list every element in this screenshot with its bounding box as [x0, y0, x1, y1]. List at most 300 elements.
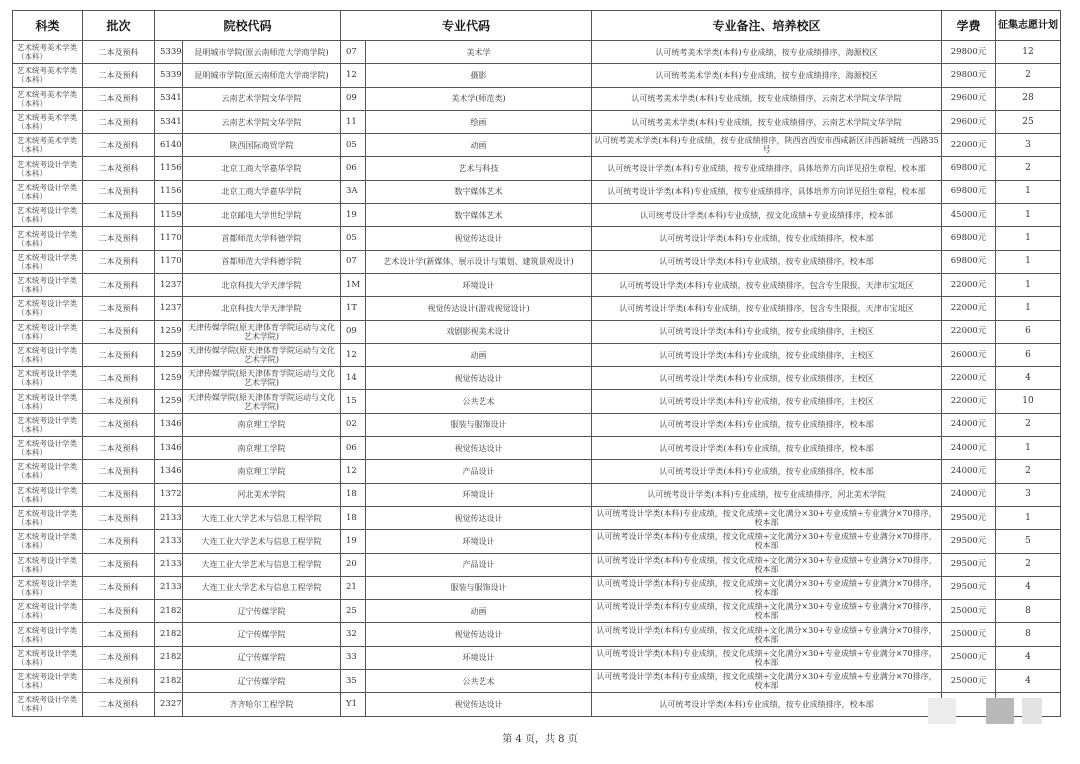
batch-cell: 二本及预科	[83, 390, 155, 413]
school-code-cell: 1156	[155, 180, 183, 203]
major-code-cell: 05	[341, 227, 366, 250]
major-name-cell: 动画	[366, 600, 592, 623]
remark-cell: 认可统考设计学类(本科)专业成绩，按文化成绩÷文化满分×30+专业成绩÷专业满分×70排序，校本部	[592, 600, 942, 623]
major-name-cell: 绘画	[366, 110, 592, 133]
batch-cell: 二本及预科	[83, 64, 155, 87]
school-code-cell: 5341	[155, 110, 183, 133]
table-row	[13, 110, 1061, 133]
major-code-cell: 1M	[341, 273, 366, 296]
category-cell: 艺术统考设计学类（本科）	[13, 670, 83, 693]
batch-cell: 二本及预科	[83, 460, 155, 483]
remark-cell: 认可统考设计学类(本科)专业成绩，按专业成绩排序，校本部	[592, 693, 942, 716]
tuition-cell: 45000元	[942, 204, 996, 227]
batch-cell: 二本及预科	[83, 110, 155, 133]
header-category: 科类	[13, 11, 83, 41]
school-name-cell: 首都师范大学科德学院	[183, 250, 341, 273]
remark-cell: 认可统考设计学类(本科)专业成绩，按文化成绩÷文化满分×30+专业成绩÷专业满分×70排序，校本部	[592, 646, 942, 669]
school-code-cell: 1237	[155, 297, 183, 320]
school-name-cell: 大连工业大学艺术与信息工程学院	[183, 576, 341, 599]
plan-cell: 2	[996, 553, 1061, 576]
school-code-cell: 5341	[155, 87, 183, 110]
header-batch: 批次	[83, 11, 155, 41]
school-code-cell: 1159	[155, 204, 183, 227]
major-name-cell: 环境设计	[366, 483, 592, 506]
major-code-cell: 12	[341, 343, 366, 366]
major-code-cell: 07	[341, 250, 366, 273]
major-code-cell: 06	[341, 157, 366, 180]
table-row	[13, 134, 1061, 157]
category-cell: 艺术统考设计学类（本科）	[13, 227, 83, 250]
school-name-cell: 北京工商大学嘉华学院	[183, 157, 341, 180]
remark-cell: 认可统考设计学类(本科)专业成绩，按文化成绩÷文化满分×30+专业成绩÷专业满分×70排序，校本部	[592, 623, 942, 646]
table-row	[13, 64, 1061, 87]
category-cell: 艺术统考美术学类（本科）	[13, 110, 83, 133]
major-name-cell: 数字媒体艺术	[366, 180, 592, 203]
remark-cell: 认可统考设计学类(本科)专业成绩，按专业成绩排序，具体培养方向详见招生章程，校本部	[592, 180, 942, 203]
remark-cell: 认可统考设计学类(本科)专业成绩，按专业成绩排序，主校区	[592, 390, 942, 413]
batch-cell: 二本及预科	[83, 483, 155, 506]
category-cell: 艺术统考设计学类（本科）	[13, 367, 83, 390]
table-row	[13, 367, 1061, 390]
school-name-cell: 辽宁传媒学院	[183, 623, 341, 646]
major-name-cell: 产品设计	[366, 460, 592, 483]
plan-cell: 3	[996, 483, 1061, 506]
major-code-cell: 06	[341, 437, 366, 460]
header-remarks: 专业备注、培养校区	[592, 11, 942, 41]
remark-cell: 认可统考设计学类(本科)专业成绩，按文化成绩+专业成绩排序，校本部	[592, 204, 942, 227]
table-row	[13, 483, 1061, 506]
batch-cell: 二本及预科	[83, 227, 155, 250]
school-code-cell: 2182	[155, 646, 183, 669]
school-name-cell: 天津传媒学院(原天津体育学院运动与文化艺术学院)	[183, 320, 341, 343]
plan-cell: 4	[996, 646, 1061, 669]
table-row	[13, 157, 1061, 180]
plan-cell: 4	[996, 670, 1061, 693]
school-code-cell: 1156	[155, 157, 183, 180]
remark-cell: 认可统考设计学类(本科)专业成绩，按专业成绩排序，主校区	[592, 320, 942, 343]
category-cell: 艺术统考设计学类（本科）	[13, 506, 83, 529]
major-name-cell: 环境设计	[366, 273, 592, 296]
school-code-cell: 1259	[155, 320, 183, 343]
table-row	[13, 670, 1061, 693]
tuition-cell: 29800元	[942, 41, 996, 64]
major-code-cell: 18	[341, 483, 366, 506]
school-code-cell: 5339	[155, 64, 183, 87]
school-code-cell: 2133	[155, 506, 183, 529]
major-code-cell: 20	[341, 553, 366, 576]
batch-cell: 二本及预科	[83, 320, 155, 343]
table-row	[13, 390, 1061, 413]
major-code-cell: 19	[341, 530, 366, 553]
school-code-cell: 1259	[155, 343, 183, 366]
batch-cell: 二本及预科	[83, 693, 155, 716]
batch-cell: 二本及预科	[83, 157, 155, 180]
major-name-cell: 视觉传达设计	[366, 437, 592, 460]
school-name-cell: 南京理工学院	[183, 460, 341, 483]
table-row	[13, 623, 1061, 646]
plan-cell: 28	[996, 87, 1061, 110]
table-body	[13, 41, 1061, 717]
tuition-cell: 25000元	[942, 600, 996, 623]
plan-cell: 4	[996, 576, 1061, 599]
major-code-cell: 05	[341, 134, 366, 157]
tuition-cell: 22000元	[942, 297, 996, 320]
table-row	[13, 250, 1061, 273]
batch-cell: 二本及预科	[83, 623, 155, 646]
table-row	[13, 180, 1061, 203]
category-cell: 艺术统考设计学类（本科）	[13, 180, 83, 203]
table-row	[13, 506, 1061, 529]
batch-cell: 二本及预科	[83, 600, 155, 623]
table-row	[13, 600, 1061, 623]
category-cell: 艺术统考设计学类（本科）	[13, 204, 83, 227]
category-cell: 艺术统考美术学类（本科）	[13, 64, 83, 87]
remark-cell: 认可统考美术学类(本科)专业成绩，按专业成绩排序，海源校区	[592, 41, 942, 64]
page-footer: 第 4 页，共 8 页	[502, 734, 578, 745]
batch-cell: 二本及预科	[83, 87, 155, 110]
table-row	[13, 41, 1061, 64]
major-code-cell: 07	[341, 41, 366, 64]
school-code-cell: 1346	[155, 437, 183, 460]
school-code-cell: 2327	[155, 693, 183, 716]
tuition-cell: 22000元	[942, 320, 996, 343]
category-cell: 艺术统考设计学类（本科）	[13, 250, 83, 273]
major-name-cell: 艺术与科技	[366, 157, 592, 180]
major-code-cell: 11	[341, 110, 366, 133]
table-header-row	[13, 11, 1061, 41]
school-name-cell: 辽宁传媒学院	[183, 670, 341, 693]
school-name-cell: 首都师范大学科德学院	[183, 227, 341, 250]
school-code-cell: 1237	[155, 273, 183, 296]
category-cell: 艺术统考设计学类（本科）	[13, 600, 83, 623]
school-name-cell: 天津传媒学院(原天津体育学院运动与文化艺术学院)	[183, 367, 341, 390]
tuition-cell: 22000元	[942, 390, 996, 413]
major-code-cell: 21	[341, 576, 366, 599]
tuition-cell: 69800元	[942, 157, 996, 180]
school-code-cell: 2182	[155, 623, 183, 646]
tuition-cell: 22000元	[942, 134, 996, 157]
table-row	[13, 646, 1061, 669]
remark-cell: 认可统考设计学类(本科)专业成绩，按专业成绩排序，校本部	[592, 227, 942, 250]
major-name-cell: 视觉传达设计(游戏视觉设计)	[366, 297, 592, 320]
plan-cell: 25	[996, 110, 1061, 133]
batch-cell: 二本及预科	[83, 646, 155, 669]
school-name-cell: 南京理工学院	[183, 413, 341, 436]
remark-cell: 认可统考设计学类(本科)专业成绩，按专业成绩排序，主校区	[592, 367, 942, 390]
tuition-cell: 22000元	[942, 273, 996, 296]
table-row	[13, 227, 1061, 250]
major-name-cell: 环境设计	[366, 646, 592, 669]
major-code-cell: 09	[341, 320, 366, 343]
category-cell: 艺术统考设计学类（本科）	[13, 553, 83, 576]
school-name-cell: 齐齐哈尔工程学院	[183, 693, 341, 716]
major-name-cell: 视觉传达设计	[366, 693, 592, 716]
table-row	[13, 87, 1061, 110]
tuition-cell: 29500元	[942, 530, 996, 553]
remark-cell: 认可统考设计学类(本科)专业成绩，按文化成绩÷文化满分×30+专业成绩÷专业满分×70排序，校本部	[592, 553, 942, 576]
category-cell: 艺术统考美术学类（本科）	[13, 41, 83, 64]
tuition-cell: 29600元	[942, 110, 996, 133]
major-code-cell: 12	[341, 64, 366, 87]
category-cell: 艺术统考设计学类（本科）	[13, 437, 83, 460]
school-code-cell: 6140	[155, 134, 183, 157]
major-code-cell: Y1	[341, 693, 366, 716]
remark-cell: 认可统考设计学类(本科)专业成绩，按专业成绩排序，主校区	[592, 343, 942, 366]
category-cell: 艺术统考设计学类（本科）	[13, 390, 83, 413]
major-name-cell: 动画	[366, 343, 592, 366]
table-row	[13, 320, 1061, 343]
major-code-cell: 14	[341, 367, 366, 390]
batch-cell: 二本及预科	[83, 506, 155, 529]
major-code-cell: 1T	[341, 297, 366, 320]
school-name-cell: 河北美术学院	[183, 483, 341, 506]
tuition-cell: 26000元	[942, 343, 996, 366]
remark-cell: 认可统考美术学类(本科)专业成绩，按专业成绩排序，海源校区	[592, 64, 942, 87]
tuition-cell: 69800元	[942, 250, 996, 273]
batch-cell: 二本及预科	[83, 204, 155, 227]
remark-cell: 认可统考设计学类(本科)专业成绩，按专业成绩排序，校本部	[592, 413, 942, 436]
plan-cell: 8	[996, 600, 1061, 623]
category-cell: 艺术统考设计学类（本科）	[13, 413, 83, 436]
plan-cell: 12	[996, 41, 1061, 64]
school-name-cell: 辽宁传媒学院	[183, 600, 341, 623]
school-code-cell: 2133	[155, 553, 183, 576]
batch-cell: 二本及预科	[83, 343, 155, 366]
admission-plan-sheet	[12, 10, 1060, 717]
category-cell: 艺术统考设计学类（本科）	[13, 297, 83, 320]
major-code-cell: 32	[341, 623, 366, 646]
major-code-cell: 35	[341, 670, 366, 693]
school-name-cell: 昆明城市学院(原云南师范大学商学院)	[183, 41, 341, 64]
plan-cell: 2	[996, 157, 1061, 180]
tuition-cell: 24000元	[942, 437, 996, 460]
major-name-cell: 戏剧影视美术设计	[366, 320, 592, 343]
school-code-cell: 1259	[155, 367, 183, 390]
major-name-cell: 视觉传达设计	[366, 506, 592, 529]
school-name-cell: 南京理工学院	[183, 437, 341, 460]
plan-cell: 8	[996, 623, 1061, 646]
header-school-code: 院校代码	[155, 11, 341, 41]
corner-thumbnail-edge	[1022, 698, 1042, 724]
category-cell: 艺术统考设计学类（本科）	[13, 483, 83, 506]
major-code-cell: 19	[341, 204, 366, 227]
plan-cell: 1	[996, 437, 1061, 460]
batch-cell: 二本及预科	[83, 437, 155, 460]
major-name-cell: 美术学	[366, 41, 592, 64]
plan-cell: 3	[996, 134, 1061, 157]
category-cell: 艺术统考设计学类（本科）	[13, 623, 83, 646]
school-name-cell: 大连工业大学艺术与信息工程学院	[183, 530, 341, 553]
plan-cell: 2	[996, 64, 1061, 87]
remark-cell: 认可统考美术学类(本科)专业成绩，按专业成绩排序，陕西省西安市西咸新区沣西新城统一西路35号	[592, 134, 942, 157]
table-row	[13, 413, 1061, 436]
major-name-cell: 产品设计	[366, 553, 592, 576]
plan-cell: 1	[996, 506, 1061, 529]
major-name-cell: 摄影	[366, 64, 592, 87]
plan-cell: 1	[996, 250, 1061, 273]
major-code-cell: 18	[341, 506, 366, 529]
table-row	[13, 297, 1061, 320]
major-name-cell: 服装与服饰设计	[366, 413, 592, 436]
batch-cell: 二本及预科	[83, 530, 155, 553]
header-tuition: 学费	[942, 11, 996, 41]
major-name-cell: 动画	[366, 134, 592, 157]
major-name-cell: 数字媒体艺术	[366, 204, 592, 227]
school-code-cell: 2133	[155, 530, 183, 553]
major-name-cell: 环境设计	[366, 530, 592, 553]
school-code-cell: 2182	[155, 600, 183, 623]
category-cell: 艺术统考美术学类（本科）	[13, 87, 83, 110]
batch-cell: 二本及预科	[83, 180, 155, 203]
tuition-cell: 24000元	[942, 483, 996, 506]
school-name-cell: 北京邮电大学世纪学院	[183, 204, 341, 227]
plan-cell: 1	[996, 273, 1061, 296]
major-name-cell: 视觉传达设计	[366, 227, 592, 250]
remark-cell: 认可统考设计学类(本科)专业成绩，按专业成绩排序，校本部	[592, 250, 942, 273]
plan-cell: 2	[996, 413, 1061, 436]
plan-cell: 4	[996, 367, 1061, 390]
category-cell: 艺术统考设计学类（本科）	[13, 576, 83, 599]
school-code-cell: 1346	[155, 413, 183, 436]
batch-cell: 二本及预科	[83, 576, 155, 599]
school-name-cell: 天津传媒学院(原天津体育学院运动与文化艺术学院)	[183, 390, 341, 413]
major-code-cell: 12	[341, 460, 366, 483]
school-code-cell: 1170	[155, 227, 183, 250]
table-row	[13, 530, 1061, 553]
school-name-cell: 云南艺术学院文华学院	[183, 87, 341, 110]
school-code-cell: 2182	[155, 670, 183, 693]
remark-cell: 认可统考设计学类(本科)专业成绩，按专业成绩排序，包含专生限报，天津市宝坻区	[592, 297, 942, 320]
tuition-cell: 69800元	[942, 227, 996, 250]
batch-cell: 二本及预科	[83, 41, 155, 64]
category-cell: 艺术统考设计学类（本科）	[13, 460, 83, 483]
plan-cell: 10	[996, 390, 1061, 413]
major-code-cell: 02	[341, 413, 366, 436]
table-row	[13, 693, 1061, 716]
table-row	[13, 204, 1061, 227]
tuition-cell: 25000元	[942, 646, 996, 669]
tuition-cell: 24000元	[942, 413, 996, 436]
batch-cell: 二本及预科	[83, 553, 155, 576]
category-cell: 艺术统考设计学类（本科）	[13, 157, 83, 180]
category-cell: 艺术统考设计学类（本科）	[13, 693, 83, 716]
tuition-cell: 24000元	[942, 460, 996, 483]
plan-cell: 1	[996, 227, 1061, 250]
remark-cell: 认可统考设计学类(本科)专业成绩，按文化成绩÷文化满分×30+专业成绩÷专业满分×70排序，校本部	[592, 506, 942, 529]
remark-cell: 认可统考设计学类(本科)专业成绩，按专业成绩排序，校本部	[592, 460, 942, 483]
batch-cell: 二本及预科	[83, 273, 155, 296]
tuition-cell: 69800元	[942, 180, 996, 203]
major-name-cell: 公共艺术	[366, 390, 592, 413]
major-code-cell: 25	[341, 600, 366, 623]
table-row	[13, 576, 1061, 599]
category-cell: 艺术统考设计学类（本科）	[13, 320, 83, 343]
table-row	[13, 460, 1061, 483]
tuition-cell: 25000元	[942, 623, 996, 646]
admission-plan-table	[12, 10, 1061, 717]
table-row	[13, 437, 1061, 460]
category-cell: 艺术统考美术学类（本科）	[13, 134, 83, 157]
category-cell: 艺术统考设计学类（本科）	[13, 646, 83, 669]
school-code-cell: 2133	[155, 576, 183, 599]
school-code-cell: 1170	[155, 250, 183, 273]
remark-cell: 认可统考美术学类(本科)专业成绩，按专业成绩排序，云南艺术学院文华学院	[592, 87, 942, 110]
school-code-cell: 1346	[155, 460, 183, 483]
plan-cell: 2	[996, 460, 1061, 483]
corner-thumbnail-light	[928, 698, 956, 724]
school-name-cell: 云南艺术学院文华学院	[183, 110, 341, 133]
major-name-cell: 美术学(师范类)	[366, 87, 592, 110]
remark-cell: 认可统考设计学类(本科)专业成绩，按专业成绩排序，河北美术学院	[592, 483, 942, 506]
major-code-cell: 3A	[341, 180, 366, 203]
remark-cell: 认可统考设计学类(本科)专业成绩，按专业成绩排序，校本部	[592, 437, 942, 460]
major-code-cell: 09	[341, 87, 366, 110]
batch-cell: 二本及预科	[83, 367, 155, 390]
plan-cell: 6	[996, 343, 1061, 366]
major-name-cell: 公共艺术	[366, 670, 592, 693]
major-code-cell: 33	[341, 646, 366, 669]
corner-thumbnail-dark	[986, 698, 1014, 724]
category-cell: 艺术统考设计学类（本科）	[13, 273, 83, 296]
tuition-cell: 29500元	[942, 506, 996, 529]
school-name-cell: 昆明城市学院(原云南师范大学商学院)	[183, 64, 341, 87]
major-name-cell: 视觉传达设计	[366, 623, 592, 646]
tuition-cell: 25000元	[942, 670, 996, 693]
major-name-cell: 服装与服饰设计	[366, 576, 592, 599]
school-name-cell: 北京科技大学天津学院	[183, 297, 341, 320]
header-major-code: 专业代码	[341, 11, 592, 41]
school-name-cell: 辽宁传媒学院	[183, 646, 341, 669]
category-cell: 艺术统考设计学类（本科）	[13, 343, 83, 366]
plan-cell: 1	[996, 204, 1061, 227]
remark-cell: 认可统考设计学类(本科)专业成绩，按专业成绩排序，具体培养方向详见招生章程，校本部	[592, 157, 942, 180]
school-name-cell: 大连工业大学艺术与信息工程学院	[183, 506, 341, 529]
remark-cell: 认可统考设计学类(本科)专业成绩，按文化成绩÷文化满分×30+专业成绩÷专业满分×70排序，校本部	[592, 576, 942, 599]
table-row	[13, 343, 1061, 366]
major-name-cell: 艺术设计学(新媒体、展示设计与策划、建筑景观设计)	[366, 250, 592, 273]
plan-cell: 6	[996, 320, 1061, 343]
remark-cell: 认可统考设计学类(本科)专业成绩，按文化成绩÷文化满分×30+专业成绩÷专业满分×70排序，校本部	[592, 530, 942, 553]
plan-cell: 1	[996, 180, 1061, 203]
school-code-cell: 1372	[155, 483, 183, 506]
batch-cell: 二本及预科	[83, 250, 155, 273]
batch-cell: 二本及预科	[83, 413, 155, 436]
batch-cell: 二本及预科	[83, 297, 155, 320]
remark-cell: 认可统考美术学类(本科)专业成绩，按专业成绩排序，云南艺术学院文华学院	[592, 110, 942, 133]
tuition-cell: 29600元	[942, 87, 996, 110]
tuition-cell: 22000元	[942, 367, 996, 390]
plan-cell: 5	[996, 530, 1061, 553]
remark-cell: 认可统考设计学类(本科)专业成绩，按专业成绩排序，包含专生限报，天津市宝坻区	[592, 273, 942, 296]
major-code-cell: 15	[341, 390, 366, 413]
remark-cell: 认可统考设计学类(本科)专业成绩，按文化成绩÷文化满分×30+专业成绩÷专业满分×70排序，校本部	[592, 670, 942, 693]
category-cell: 艺术统考设计学类（本科）	[13, 530, 83, 553]
table-row	[13, 553, 1061, 576]
school-name-cell: 天津传媒学院(原天津体育学院运动与文化艺术学院)	[183, 343, 341, 366]
tuition-cell: 29800元	[942, 64, 996, 87]
batch-cell: 二本及预科	[83, 134, 155, 157]
school-name-cell: 大连工业大学艺术与信息工程学院	[183, 553, 341, 576]
plan-cell: 1	[996, 297, 1061, 320]
school-name-cell: 陕西国际商贸学院	[183, 134, 341, 157]
school-code-cell: 1259	[155, 390, 183, 413]
table-row	[13, 273, 1061, 296]
school-name-cell: 北京工商大学嘉华学院	[183, 180, 341, 203]
school-code-cell: 5339	[155, 41, 183, 64]
major-name-cell: 视觉传达设计	[366, 367, 592, 390]
school-name-cell: 北京科技大学天津学院	[183, 273, 341, 296]
tuition-cell: 29500元	[942, 576, 996, 599]
